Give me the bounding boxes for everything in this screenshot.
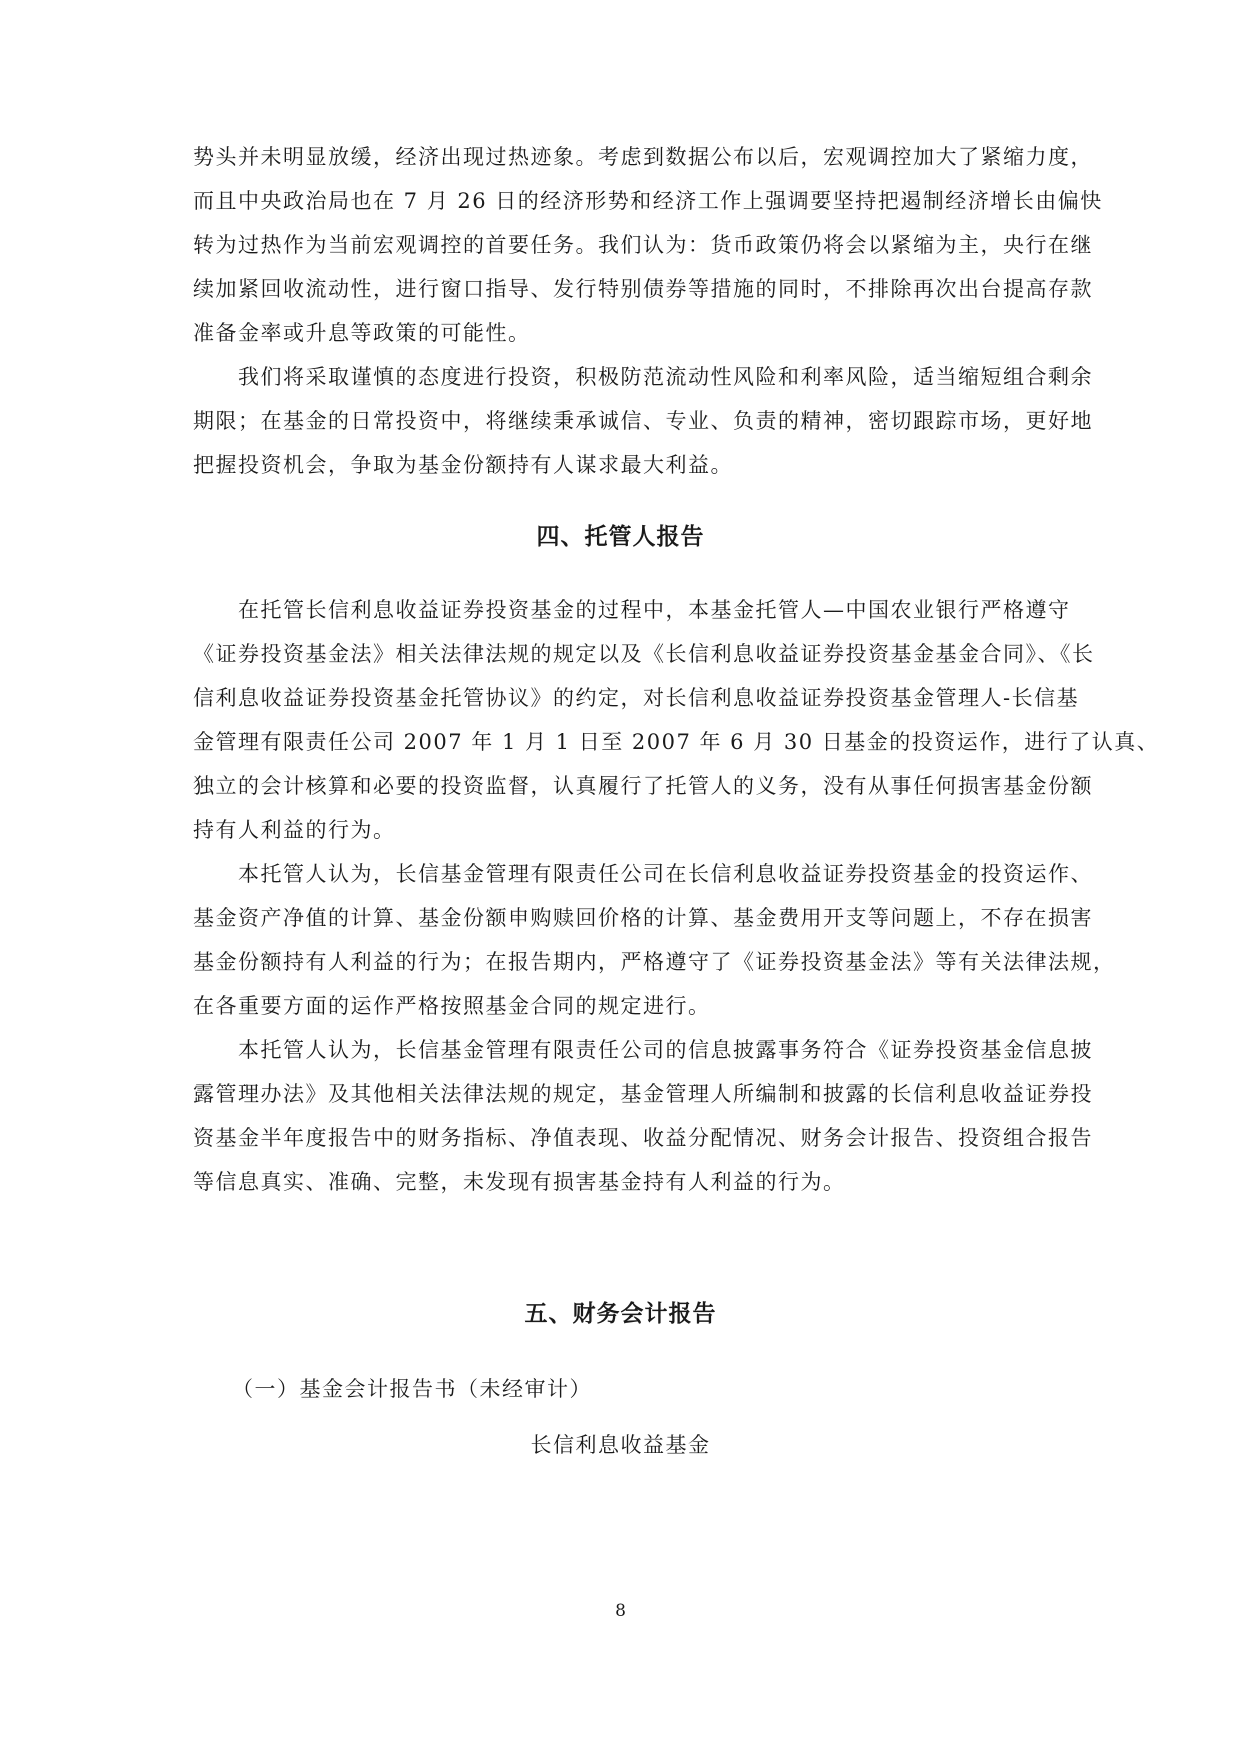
paragraph-line: 金管理有限责任公司 2007 年 1 月 1 日至 2007 年 6 月 30 日基金的投资运作，进行了认真、 [193,730,1160,754]
paragraph-line: 本托管人认为，长信基金管理有限责任公司的信息披露事务符合《证券投资基金信息披 [193,1038,1093,1062]
paragraph-line: 在各重要方面的运作严格按照基金合同的规定进行。 [193,994,711,1018]
paragraph-line: 把握投资机会，争取为基金份额持有人谋求最大利益。 [193,453,733,477]
paragraph-line: 在托管长信利息收益证券投资基金的过程中，本基金托管人—中国农业银行严格遵守 [193,598,1071,622]
paragraph-line: 而且中央政治局也在 7 月 26 日的经济形势和经济工作上强调要坚持把遏制经济增长由偏快 [193,189,1103,213]
paragraph-line: 基金份额持有人利益的行为；在报告期内，严格遵守了《证券投资基金法》等有关法律法规， [193,950,1116,974]
page-number: 8 [615,1601,626,1621]
paragraph-line: 信利息收益证券投资基金托管协议》的约定，对长信利息收益证券投资基金管理人-长信基 [193,686,1080,710]
paragraph-line: 势头并未明显放缓，经济出现过热迹象。考虑到数据公布以后，宏观调控加大了紧缩力度， [193,145,1093,169]
paragraph-line: 《证券投资基金法》相关法律法规的规定以及《长信利息收益证券投资基金基金合同》、《长 [193,642,1095,666]
section-heading-custodian-report: 四、托管人报告 [536,523,705,550]
subsection-title: （一）基金会计报告书（未经审计） [232,1377,592,1401]
paragraph-line: 续加紧回收流动性，进行窗口指导、发行特别债券等措施的同时，不排除再次出台提高存款 [193,277,1093,301]
paragraph-line: 独立的会计核算和必要的投资监督，认真履行了托管人的义务，没有从事任何损害基金份额 [193,774,1093,798]
paragraph-line: 持有人利益的行为。 [193,818,396,842]
paragraph-line: 我们将采取谨慎的态度进行投资，积极防范流动性风险和利率风险，适当缩短组合剩余 [193,365,1093,389]
paragraph-line: 等信息真实、准确、完整，未发现有损害基金持有人利益的行为。 [193,1170,846,1194]
paragraph-line: 本托管人认为，长信基金管理有限责任公司在长信利息收益证券投资基金的投资运作、 [193,862,1093,886]
paragraph-line: 基金资产净值的计算、基金份额申购赎回价格的计算、基金费用开支等问题上，不存在损害 [193,906,1093,930]
paragraph-line: 露管理办法》及其他相关法律法规的规定，基金管理人所编制和披露的长信利息收益证券投 [193,1082,1093,1106]
paragraph-line: 期限；在基金的日常投资中，将继续秉承诚信、专业、负责的精神，密切跟踪市场，更好地 [193,409,1093,433]
paragraph-line: 资基金半年度报告中的财务指标、净值表现、收益分配情况、财务会计报告、投资组合报告 [193,1126,1093,1150]
paragraph-line: 转为过热作为当前宏观调控的首要任务。我们认为：货币政策仍将会以紧缩为主，央行在继 [193,233,1093,257]
fund-name: 长信利息收益基金 [530,1433,711,1457]
paragraph-line: 准备金率或升息等政策的可能性。 [193,321,531,345]
section-heading-financial-report: 五、财务会计报告 [524,1300,717,1327]
